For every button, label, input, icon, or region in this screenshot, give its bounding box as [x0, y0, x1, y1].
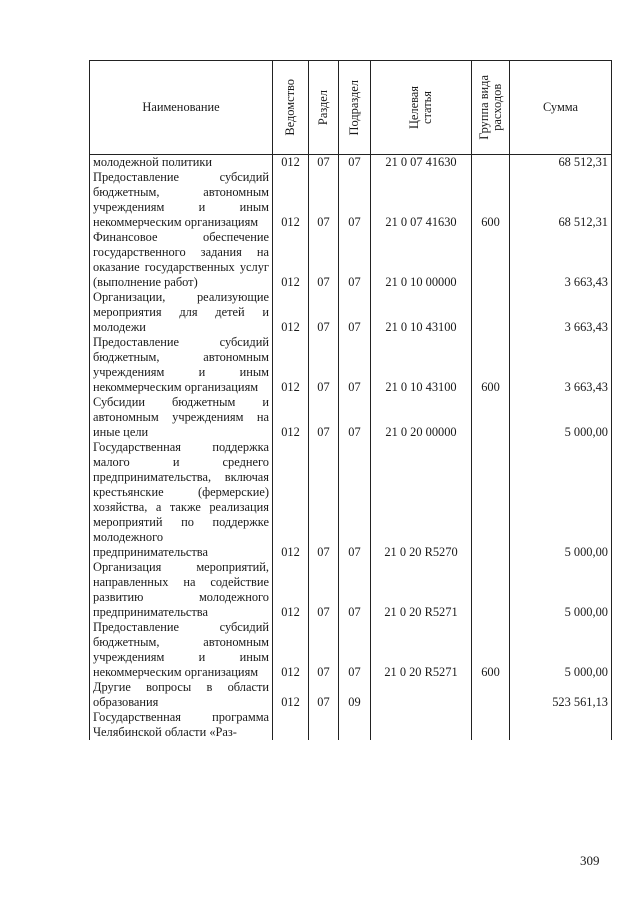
header-celevaya-statya: Целевая статья — [371, 61, 472, 155]
table-body — [90, 155, 612, 741]
table-row — [90, 170, 612, 230]
table-row — [90, 155, 612, 171]
cell-razdel: 07 — [309, 620, 339, 680]
table-row — [90, 620, 612, 680]
header-gruppa-vida-rashodov: Группа вида расходов — [472, 61, 510, 155]
cell-celevaya-statya: 21 0 20 00000 — [371, 395, 472, 440]
cell-razdel: 07 — [309, 335, 339, 395]
cell-vedomstvo: 012 — [273, 335, 309, 395]
table-row — [90, 395, 612, 440]
cell-vedomstvo: 012 — [273, 230, 309, 290]
cell-name: Субсидии бюджетным и автономным учреждениям на иные цели — [90, 395, 273, 440]
cell-vedomstvo: 012 — [273, 560, 309, 620]
cell-razdel: 07 — [309, 680, 339, 710]
header-summa: Сумма — [510, 61, 612, 155]
cell-razdel: 07 — [309, 230, 339, 290]
cell-razdel: 07 — [309, 170, 339, 230]
cell-gruppa-vida-rashodov — [472, 680, 510, 710]
cell-name: Другие вопросы в области образования — [90, 680, 273, 710]
cell-razdel — [309, 710, 339, 740]
cell-razdel: 07 — [309, 155, 339, 171]
cell-celevaya-statya — [371, 710, 472, 740]
cell-razdel: 07 — [309, 560, 339, 620]
cell-podrazdel: 07 — [339, 560, 371, 620]
cell-name: Предоставление субсидий бюджетным, автономным учреждениям и иным некоммерческим организациям — [90, 620, 273, 680]
cell-celevaya-statya: 21 0 07 41630 — [371, 155, 472, 171]
cell-summa: 68 512,31 — [510, 170, 612, 230]
table-row — [90, 290, 612, 335]
cell-summa: 3 663,43 — [510, 230, 612, 290]
cell-name: Государственная поддержка малого и среднего предпринимательства, включая крестьянские (фермерские) хозяйства, а также реализация мероприятий по поддержке молодежного предпринимательства — [90, 440, 273, 560]
cell-razdel: 07 — [309, 440, 339, 560]
header-podrazdel: Подраздел — [339, 61, 371, 155]
table-row — [90, 560, 612, 620]
cell-vedomstvo: 012 — [273, 440, 309, 560]
cell-celevaya-statya: 21 0 10 43100 — [371, 335, 472, 395]
cell-summa: 3 663,43 — [510, 290, 612, 335]
cell-vedomstvo: 012 — [273, 395, 309, 440]
cell-summa: 5 000,00 — [510, 440, 612, 560]
cell-celevaya-statya — [371, 680, 472, 710]
cell-name: молодежной политики — [90, 155, 273, 171]
cell-gruppa-vida-rashodov: 600 — [472, 620, 510, 680]
budget-table — [89, 60, 612, 740]
header-name: Наименование — [90, 61, 273, 155]
cell-razdel: 07 — [309, 395, 339, 440]
cell-podrazdel: 07 — [339, 620, 371, 680]
cell-gruppa-vida-rashodov — [472, 440, 510, 560]
cell-gruppa-vida-rashodov — [472, 155, 510, 171]
cell-celevaya-statya: 21 0 10 43100 — [371, 290, 472, 335]
table-row — [90, 335, 612, 395]
cell-celevaya-statya: 21 0 20 R5271 — [371, 560, 472, 620]
table-row — [90, 230, 612, 290]
cell-razdel: 07 — [309, 290, 339, 335]
table-header-row — [90, 61, 612, 155]
cell-name: Организации, реализующие мероприятия для детей и молодежи — [90, 290, 273, 335]
cell-vedomstvo: 012 — [273, 680, 309, 710]
cell-summa: 5 000,00 — [510, 395, 612, 440]
cell-summa: 5 000,00 — [510, 560, 612, 620]
cell-gruppa-vida-rashodov — [472, 560, 510, 620]
cell-name: Государственная программа Челябинской области «Раз- — [90, 710, 273, 740]
cell-gruppa-vida-rashodov: 600 — [472, 335, 510, 395]
page-number: 309 — [580, 853, 600, 868]
cell-summa: 68 512,31 — [510, 155, 612, 171]
cell-name: Предоставление субсидий бюджетным, автономным учреждениям и иным некоммерческим организациям — [90, 170, 273, 230]
cell-podrazdel: 07 — [339, 395, 371, 440]
cell-summa: 523 561,13 — [510, 680, 612, 710]
cell-podrazdel: 07 — [339, 155, 371, 171]
cell-summa — [510, 710, 612, 740]
table-row — [90, 710, 612, 740]
cell-gruppa-vida-rashodov — [472, 290, 510, 335]
cell-podrazdel: 07 — [339, 170, 371, 230]
header-vedomstvo: Ведомство — [273, 61, 309, 155]
cell-vedomstvo — [273, 710, 309, 740]
cell-vedomstvo: 012 — [273, 620, 309, 680]
cell-celevaya-statya: 21 0 20 R5271 — [371, 620, 472, 680]
cell-vedomstvo: 012 — [273, 290, 309, 335]
cell-summa: 5 000,00 — [510, 620, 612, 680]
cell-gruppa-vida-rashodov — [472, 395, 510, 440]
cell-podrazdel: 07 — [339, 290, 371, 335]
table-row — [90, 680, 612, 710]
cell-name: Предоставление субсидий бюджетным, автономным учреждениям и иным некоммерческим организациям — [90, 335, 273, 395]
cell-vedomstvo: 012 — [273, 170, 309, 230]
cell-celevaya-statya: 21 0 10 00000 — [371, 230, 472, 290]
cell-podrazdel — [339, 710, 371, 740]
cell-name: Финансовое обеспечение государственного задания на оказание государственных услуг (выполнение работ) — [90, 230, 273, 290]
cell-podrazdel: 09 — [339, 680, 371, 710]
cell-vedomstvo: 012 — [273, 155, 309, 171]
header-razdel: Раздел — [309, 61, 339, 155]
cell-podrazdel: 07 — [339, 230, 371, 290]
cell-podrazdel: 07 — [339, 335, 371, 395]
cell-gruppa-vida-rashodov — [472, 710, 510, 740]
cell-gruppa-vida-rashodov: 600 — [472, 170, 510, 230]
table-row — [90, 440, 612, 560]
cell-celevaya-statya: 21 0 20 R5270 — [371, 440, 472, 560]
cell-summa: 3 663,43 — [510, 335, 612, 395]
cell-gruppa-vida-rashodov — [472, 230, 510, 290]
cell-name: Организация мероприятий, направленных на содействие развитию молодежного предпринимательства — [90, 560, 273, 620]
cell-podrazdel: 07 — [339, 440, 371, 560]
cell-celevaya-statya: 21 0 07 41630 — [371, 170, 472, 230]
